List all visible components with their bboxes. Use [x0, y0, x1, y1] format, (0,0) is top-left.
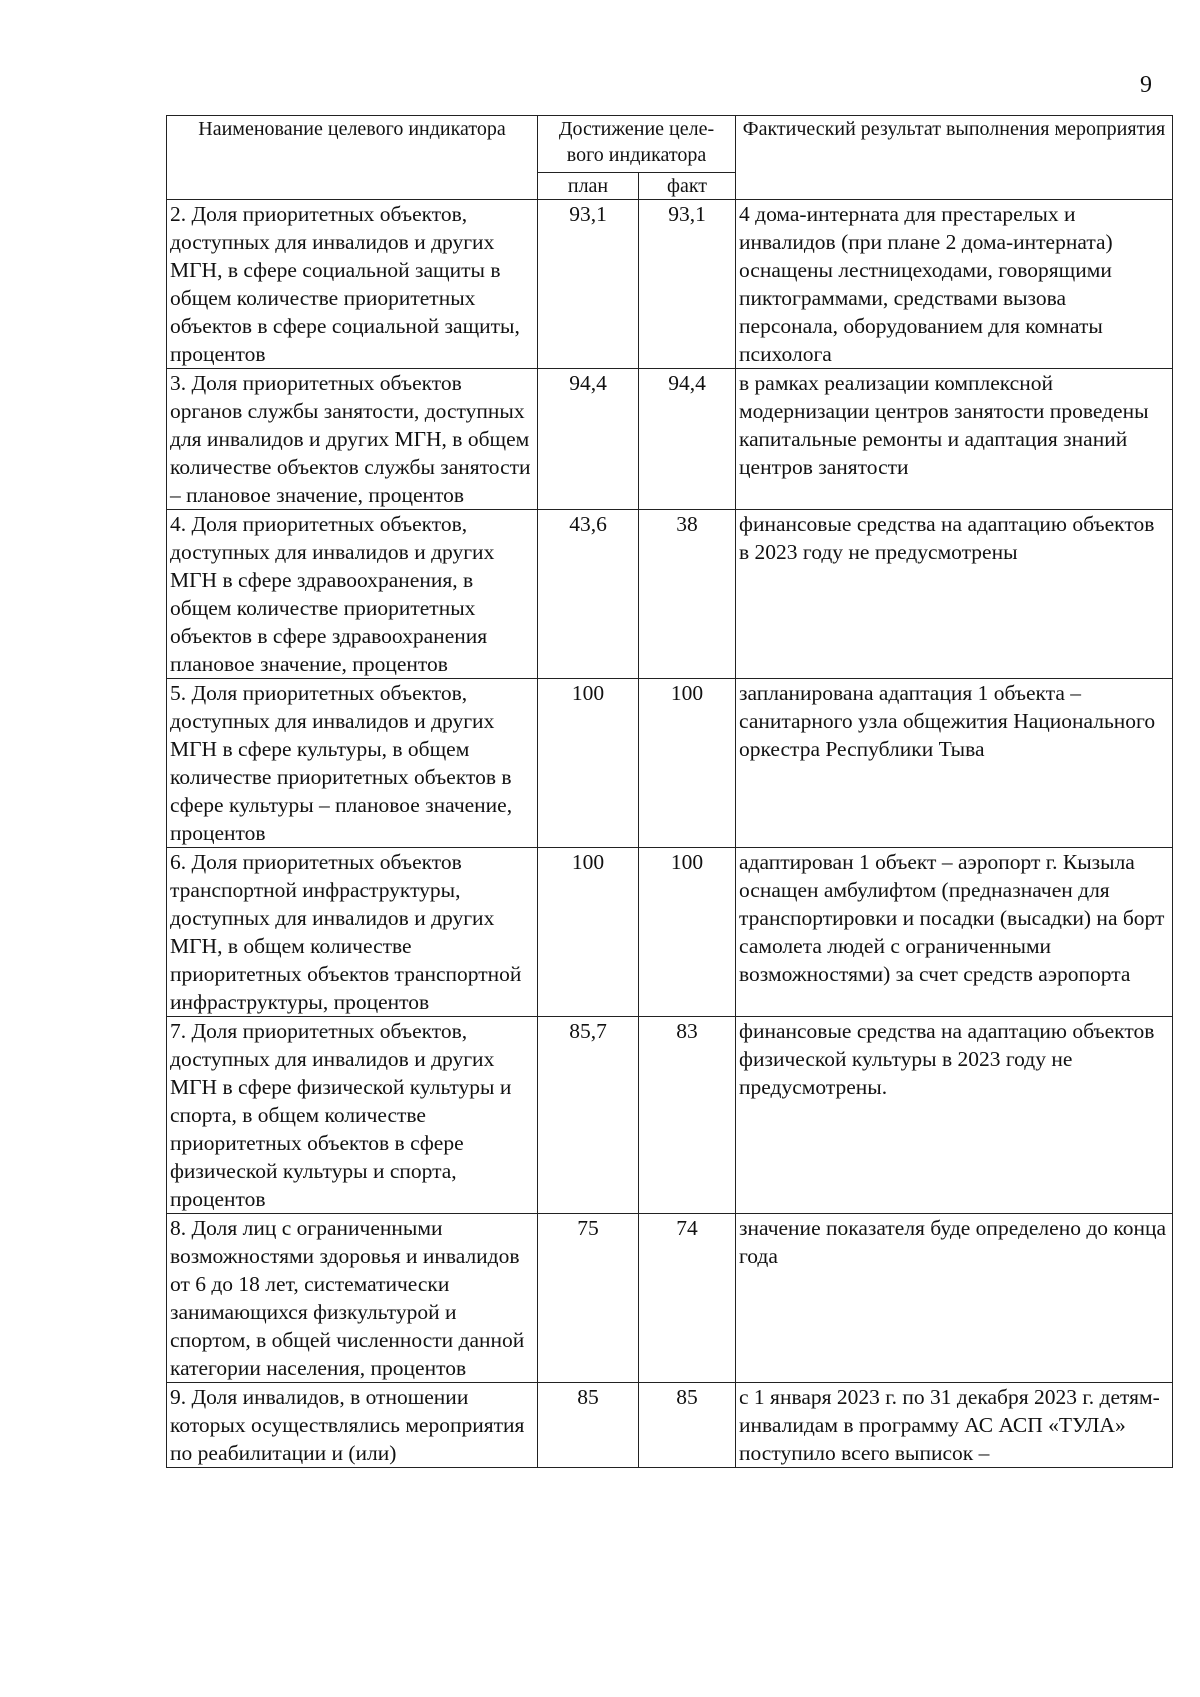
fact-cell: 94,4 [639, 369, 736, 510]
fact-cell: 38 [639, 510, 736, 679]
result-cell: финансовые средства на адаптацию объектов физической культуры в 2023 году не предусмотрены. [736, 1017, 1173, 1214]
page-number: 9 [1140, 72, 1152, 98]
plan-cell: 100 [538, 848, 639, 1017]
fact-cell: 85 [639, 1383, 736, 1468]
header-plan: план [538, 173, 639, 200]
result-cell: значение показателя буде определено до конца года [736, 1214, 1173, 1383]
plan-cell: 100 [538, 679, 639, 848]
result-cell: финансовые средства на адаптацию объектов в 2023 году не предусмотрены [736, 510, 1173, 679]
indicator-cell: 4. Доля приоритетных объектов, доступных для инвалидов и других МГН в сфере здравоохранения, в общем количестве приоритетных объектов в сфере здравоохранения плановое значение, процентов [167, 510, 538, 679]
header-fact: факт [639, 173, 736, 200]
plan-cell: 85 [538, 1383, 639, 1468]
plan-cell: 75 [538, 1214, 639, 1383]
plan-cell: 93,1 [538, 200, 639, 369]
plan-cell: 94,4 [538, 369, 639, 510]
table-row [167, 510, 1173, 679]
header-indicator: Наименование целевого индикатора [167, 116, 538, 200]
indicator-cell: 6. Доля приоритетных объектов транспортной инфраструктуры, доступных для инвалидов и других МГН, в общем количестве приоритетных объектов транспортной инфраструктуры, процентов [167, 848, 538, 1017]
indicator-cell: 7. Доля приоритетных объектов, доступных для инвалидов и других МГН в сфере физической культуры и спорта, в общем количестве приоритетных объектов в сфере физической культуры и спорта, процентов [167, 1017, 538, 1214]
result-cell: 4 дома-интерната для престарелых и инвалидов (при плане 2 дома-интерната) оснащены лестницеходами, говорящими пиктограммами, средствами вызова персонала, оборудованием для комнаты психолога [736, 200, 1173, 369]
fact-cell: 100 [639, 848, 736, 1017]
table-row [167, 369, 1173, 510]
table-row [167, 1017, 1173, 1214]
table-row [167, 1214, 1173, 1383]
header-result: Фактический результат выполнения мероприятия [736, 116, 1173, 200]
indicator-cell: 5. Доля приоритетных объектов, доступных для инвалидов и других МГН в сфере культуры, в общем количестве приоритетных объектов в сфере культуры – плановое значение, процентов [167, 679, 538, 848]
fact-cell: 74 [639, 1214, 736, 1383]
table-row [167, 1383, 1173, 1468]
result-cell: в рамках реализации комплексной модернизации центров занятости проведены капитальные ремонты и адаптация знаний центров занятости [736, 369, 1173, 510]
result-cell: адаптирован 1 объект – аэропорт г. Кызыла оснащен амбулифтом (предназначен для транспортировки и посадки (высадки) на борт самолета людей с ограниченными возможностями) за счет средств аэропорта [736, 848, 1173, 1017]
fact-cell: 93,1 [639, 200, 736, 369]
table-row [167, 200, 1173, 369]
plan-cell: 43,6 [538, 510, 639, 679]
indicator-cell: 8. Доля лиц с ограниченными возможностями здоровья и инвалидов от 6 до 18 лет, систематически занимающихся физкультурой и спортом, в общей численности данной категории населения, процентов [167, 1214, 538, 1383]
indicator-cell: 2. Доля приоритетных объектов, доступных для инвалидов и других МГН, в сфере социальной защиты в общем количестве приоритетных объектов в сфере социальной защиты, процентов [167, 200, 538, 369]
plan-cell: 85,7 [538, 1017, 639, 1214]
header-achievement: Достижение целе-вого индикатора [538, 116, 736, 173]
fact-cell: 100 [639, 679, 736, 848]
indicator-cell: 9. Доля инвалидов, в отношении которых осуществлялись мероприятия по реабилитации и (или) [167, 1383, 538, 1468]
indicators-table [166, 115, 1173, 1468]
result-cell: с 1 января 2023 г. по 31 декабря 2023 г. детям-инвалидам в программу АС АСП «ТУЛА» поступило всего выписок – [736, 1383, 1173, 1468]
table-row [167, 679, 1173, 848]
table-row [167, 848, 1173, 1017]
result-cell: запланирована адаптация 1 объекта – санитарного узла общежития Национального оркестра Республики Тыва [736, 679, 1173, 848]
fact-cell: 83 [639, 1017, 736, 1214]
indicator-cell: 3. Доля приоритетных объектов органов службы занятости, доступных для инвалидов и других МГН, в общем количестве объектов службы занятости – плановое значение, процентов [167, 369, 538, 510]
